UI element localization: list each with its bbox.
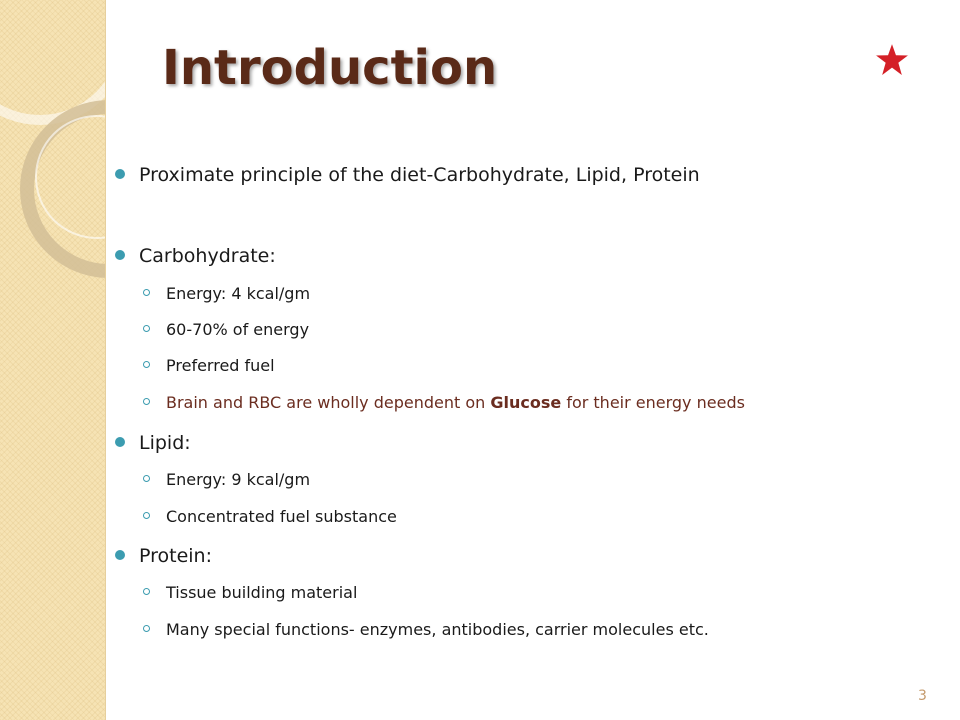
bullet-lipid xyxy=(115,432,191,454)
bullet-text: Proximate principle of the diet-Carbohydrate, Lipid, Protein xyxy=(139,164,700,186)
sub-bullet xyxy=(143,507,397,527)
bullet-text: Carbohydrate: xyxy=(139,245,276,267)
sub-bullet xyxy=(143,583,357,603)
sub-bullet-text: Tissue building material xyxy=(166,583,358,602)
sub-bullet xyxy=(143,284,310,304)
sub-bullet xyxy=(143,356,275,376)
sub-bullet-marker xyxy=(143,625,150,632)
bullet-dot xyxy=(115,250,125,260)
decorative-sidebar xyxy=(0,0,106,720)
slide-title: Introduction xyxy=(162,40,498,96)
sub-bullet xyxy=(143,620,709,640)
sub-bullet-marker xyxy=(143,325,150,332)
sub-bullet-marker xyxy=(143,398,150,405)
sub-bullet-highlight xyxy=(143,393,745,413)
sub-bullet-marker xyxy=(143,588,150,595)
sub-bullet-text: Energy: 4 kcal/gm xyxy=(166,284,311,303)
sub-bullet-marker xyxy=(143,512,150,519)
sub-bullet-text: for their energy needs xyxy=(561,393,745,412)
page-number: 3 xyxy=(918,688,927,704)
sub-bullet xyxy=(143,470,310,490)
sub-bullet-text: Many special functions- enzymes, antibodies, carrier molecules etc. xyxy=(166,620,709,639)
star-icon xyxy=(873,40,911,80)
glucose-emphasis: Glucose xyxy=(490,393,562,412)
sub-bullet-text: Preferred fuel xyxy=(166,356,275,375)
bullet-dot xyxy=(115,550,125,560)
bullet-dot xyxy=(115,437,125,447)
sub-bullet-text: Brain and RBC are wholly dependent on xyxy=(166,393,491,412)
bullet-protein xyxy=(115,545,212,567)
sub-bullet-marker xyxy=(143,361,150,368)
sub-bullet-marker xyxy=(143,289,150,296)
bullet-text: Protein: xyxy=(139,545,213,567)
sub-bullet-text: Concentrated fuel substance xyxy=(166,507,397,526)
bullet-dot xyxy=(115,169,125,179)
sub-bullet-text: 60-70% of energy xyxy=(166,320,310,339)
bullet-text: Lipid: xyxy=(139,432,191,454)
bullet-proximate xyxy=(115,164,700,186)
sub-bullet xyxy=(143,320,309,340)
sub-bullet-marker xyxy=(143,475,150,482)
sub-bullet-text: Energy: 9 kcal/gm xyxy=(166,470,311,489)
bullet-carbohydrate xyxy=(115,245,276,267)
